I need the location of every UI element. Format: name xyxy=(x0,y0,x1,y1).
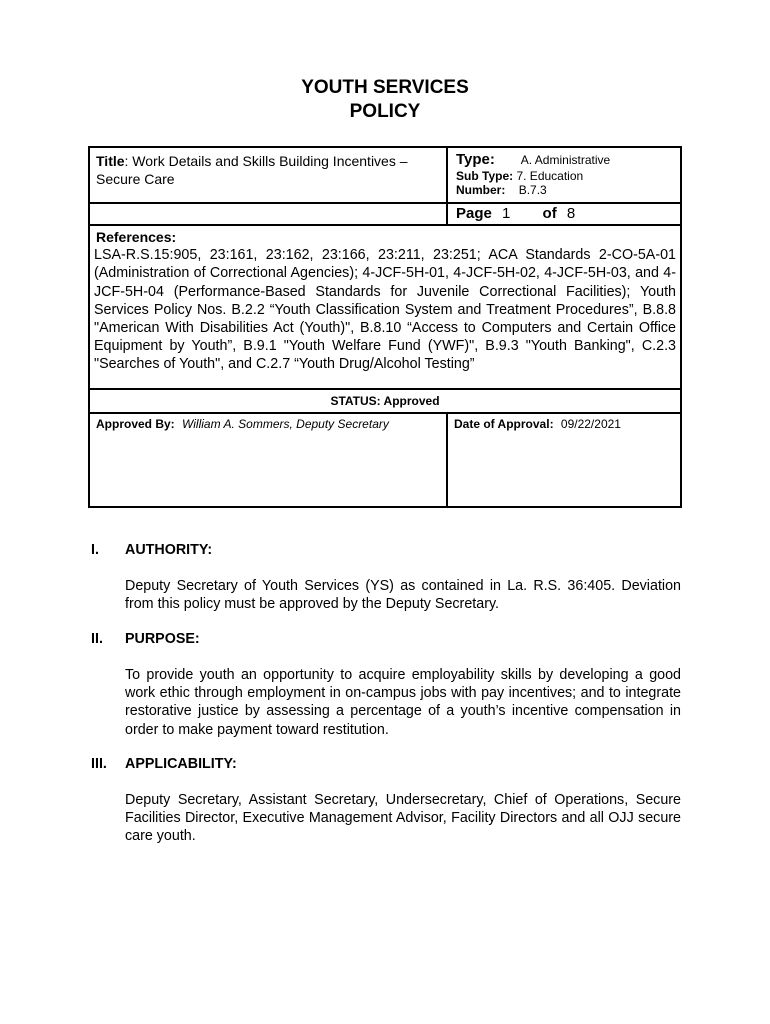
divider xyxy=(446,412,448,508)
approved-by xyxy=(96,416,442,432)
section-heading: AUTHORITY: xyxy=(125,542,213,558)
page-label: Page xyxy=(456,205,492,222)
section-number: II. xyxy=(91,631,103,647)
references-text: LSA-R.S.15:905, 23:161, 23:162, 23:166, 23:211, 23:251; ACA Standards 2-CO-5A-01 (Administration of Correctional Agencies); 4-JCF-5H-01, 4-JCF-5H-02, 4-JCF-5H-03, and 4-JCF-5H-04 (Performance-Based Standards for Juvenile Correctional Facilities); Youth Services Policy Nos. B.2.2 “Youth Classification System and Treatment Procedures”, B.8.8 "American With Disabilities Act (Youth)", B.8.10 “Access to Computers and Certain Office Equipment by Youth”, B.9.1 "Youth Welfare Fund (YWF)", B.9.3 "Youth Banking", C.2.3 "Searches of Youth", and C.2.7 “Youth Drug/Alcohol Testing” xyxy=(94,247,676,373)
policy-number xyxy=(456,182,676,198)
section-applicability xyxy=(91,755,681,855)
policy-type xyxy=(456,150,676,169)
approval-date-label: Date of Approval: xyxy=(454,417,554,431)
divider xyxy=(90,412,680,414)
approval-date-value: 09/22/2021 xyxy=(560,417,621,431)
approved-by-value: William A. Sommers, Deputy Secretary xyxy=(182,417,389,431)
of-label: of xyxy=(542,205,557,222)
document-title xyxy=(0,76,770,124)
type-label: Type: xyxy=(456,151,495,168)
section-body: To provide youth an opportunity to acquire employability skills by developing a good work ethic through employment in on-campus jobs with pay incentives; and to integrate restorative justice by assessing a percentage of a youth’s incentive compensation in order to make payment toward restitution. xyxy=(125,667,681,738)
status-text: STATUS: Approved xyxy=(330,394,440,408)
approval-date xyxy=(454,416,678,432)
section-heading: PURPOSE: xyxy=(125,631,200,647)
title-value: : Work Details and Skills Building Incentives – Secure Care xyxy=(96,153,408,187)
policy-header-table xyxy=(88,146,682,508)
divider xyxy=(90,224,680,226)
number-label: Number: xyxy=(456,183,506,197)
title-label: Title xyxy=(96,153,125,169)
document-title-line1: YOUTH SERVICES xyxy=(301,77,469,98)
document-title-line2: POLICY xyxy=(349,101,421,122)
divider xyxy=(446,148,448,226)
subtype-label: Sub Type: xyxy=(456,169,514,183)
approved-by-label: Approved By: xyxy=(96,417,175,431)
divider xyxy=(90,202,680,204)
section-heading: APPLICABILITY: xyxy=(125,756,237,772)
divider xyxy=(90,388,680,390)
page-total: 8 xyxy=(566,205,576,222)
type-value: A. Administrative xyxy=(520,153,611,167)
section-authority xyxy=(91,541,681,621)
section-body: Deputy Secretary, Assistant Secretary, Undersecretary, Chief of Operations, Secure Facilities Director, Executive Management Advisor, Facility Directors and all OJJ secure care youth. xyxy=(125,792,681,845)
section-number: I. xyxy=(91,542,99,558)
subtype-value: 7. Education xyxy=(516,169,584,183)
number-value: B.7.3 xyxy=(518,183,547,197)
section-body: Deputy Secretary of Youth Services (YS) as contained in La. R.S. 36:405. Deviation from this policy must be approved by the Deputy Secretary. xyxy=(125,578,681,613)
page-indicator xyxy=(456,205,676,223)
references xyxy=(94,228,676,374)
policy-title xyxy=(96,152,442,188)
references-label: References: xyxy=(96,229,177,245)
section-purpose xyxy=(91,630,681,746)
page-number: 1 xyxy=(502,205,511,222)
section-number: III. xyxy=(91,756,107,772)
